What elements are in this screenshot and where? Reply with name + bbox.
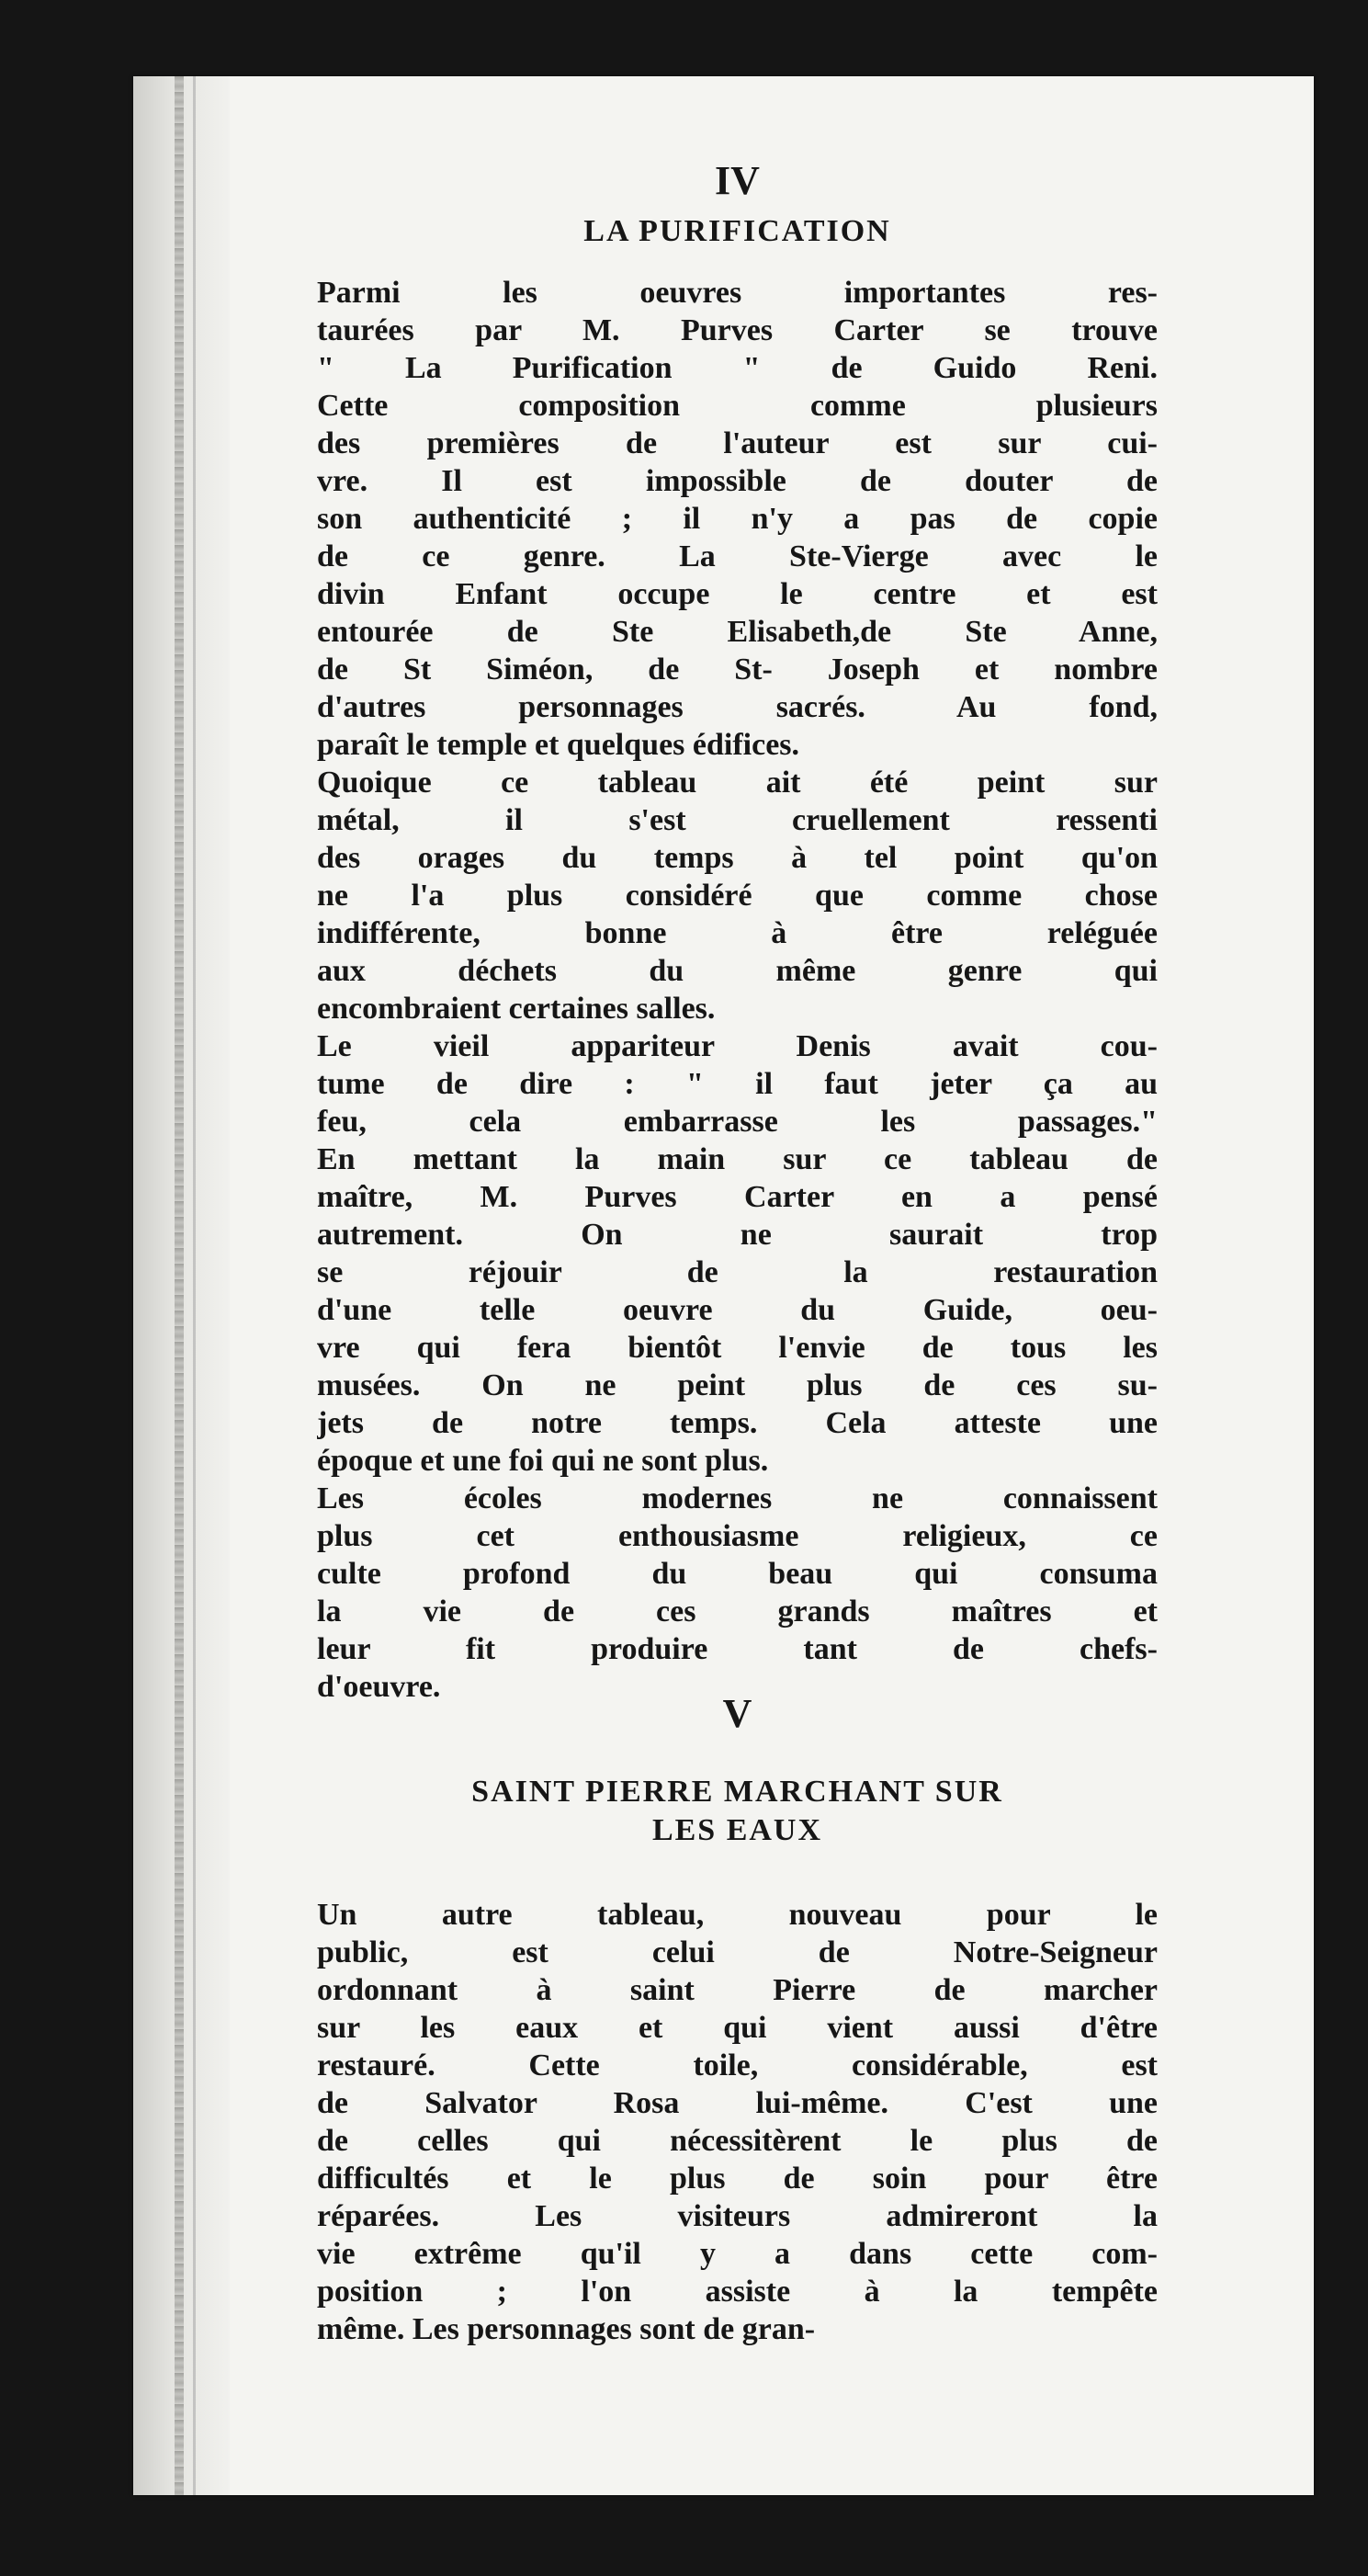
section-numeral-v: V: [722, 1691, 752, 1736]
paragraph-4-line-4: la vie de ces grands maîtres et: [317, 1594, 1158, 1628]
paragraph-4-line-3: culte profond du beau qui consuma: [317, 1557, 1158, 1591]
paragraph-1-line-1: Parmi les oeuvres importantes res-: [317, 276, 1158, 310]
paragraph-5-line-11: position ; l'on assiste à la tempête: [317, 2275, 1158, 2309]
paragraph-5-line-7: de celles qui nécessitèrent le plus de: [317, 2124, 1158, 2158]
paragraph-5-line-3: ordonnant à saint Pierre de marcher: [317, 1973, 1158, 2007]
paragraph-1-line-10: entourée de Ste Elisabeth,de Ste Anne,: [317, 615, 1158, 649]
paragraph-1-line-7: son authenticité ; il n'y a pas de copie: [317, 502, 1158, 536]
paragraph-1-line-4: Cette composition comme plusieurs: [317, 389, 1158, 423]
paragraph-4-line-1: Les écoles modernes ne connaissent: [317, 1481, 1158, 1515]
paragraph-3-line-6: autrement. On ne saurait trop: [317, 1218, 1158, 1252]
paragraph-5: [317, 1896, 1158, 2348]
paragraph-5-line-10: vie extrême qu'il y a dans cette com-: [317, 2237, 1158, 2271]
paragraph-1-line-13: paraît le temple et quelques édifices.: [317, 728, 800, 762]
paragraph-4-line-5: leur fit produire tant de chefs-: [317, 1632, 1158, 1666]
paragraph-4-line-2: plus cet enthousiasme religieux, ce: [317, 1519, 1158, 1553]
paragraph-3-line-11: jets de notre temps. Cela atteste une: [317, 1406, 1158, 1440]
paragraph-1-line-2: taurées par M. Purves Carter se trouve: [317, 313, 1158, 347]
paragraph-1: [317, 274, 1158, 764]
section-numeral-iv: IV: [715, 158, 760, 203]
section-title-line-2: LES EAUX: [651, 1813, 823, 1847]
paragraph-5-line-2: public, est celui de Notre-Seigneur: [317, 1935, 1158, 1969]
paragraph-2-line-5: indifférente, bonne à être reléguée: [317, 916, 1158, 950]
section-title-line-1: SAINT PIERRE MARCHANT SUR: [471, 1775, 1003, 1809]
paragraph-3-line-8: d'une telle oeuvre du Guide, oeu-: [317, 1293, 1158, 1327]
paragraph-1-line-6: vre. Il est impossible de douter de: [317, 464, 1158, 498]
paragraph-5-line-12: même. Les personnages sont de gran-: [317, 2312, 816, 2346]
paragraph-2-line-2: métal, il s'est cruellement ressenti: [317, 803, 1158, 837]
paragraph-3-line-3: feu, cela embarrasse les passages.": [317, 1105, 1158, 1139]
paragraph-1-line-3: " La Purification " de Guido Reni.: [317, 351, 1158, 385]
scanned-page: [133, 76, 1314, 2495]
paragraph-5-line-5: restauré. Cette toile, considérable, est: [317, 2048, 1158, 2082]
paragraph-3-line-7: se réjouir de la restauration: [317, 1255, 1158, 1289]
paragraph-1-line-12: d'autres personnages sacrés. Au fond,: [317, 690, 1158, 724]
paragraph-3-line-4: En mettant la main sur ce tableau de: [317, 1142, 1158, 1176]
paragraph-5-line-9: réparées. Les visiteurs admireront la: [317, 2199, 1158, 2233]
paragraph-4: [317, 1480, 1158, 1706]
page-binding-gutter: [133, 76, 230, 2495]
paragraph-2-line-3: des orages du temps à tel point qu'on: [317, 841, 1158, 875]
paragraph-5-line-8: difficultés et le plus de soin pour être: [317, 2162, 1158, 2196]
paragraph-5-line-4: sur les eaux et qui vient aussi d'être: [317, 2011, 1158, 2045]
paragraph-3-line-12: époque et une foi qui ne sont plus.: [317, 1444, 769, 1478]
paragraph-3-line-9: vre qui fera bientôt l'envie de tous les: [317, 1331, 1158, 1365]
paragraph-5-line-1: Un autre tableau, nouveau pour le: [317, 1898, 1158, 1932]
paragraph-1-line-11: de St Siméon, de St- Joseph et nombre: [317, 653, 1158, 687]
paragraph-2-line-6: aux déchets du même genre qui: [317, 954, 1158, 988]
paragraph-3: [317, 1027, 1158, 1480]
paragraph-5-line-6: de Salvator Rosa lui-même. C'est une: [317, 2086, 1158, 2120]
paragraph-3-line-1: Le vieil appariteur Denis avait cou-: [317, 1029, 1158, 1063]
paragraph-3-line-5: maître, M. Purves Carter en a pensé: [317, 1180, 1158, 1214]
paragraph-1-line-9: divin Enfant occupe le centre et est: [317, 577, 1158, 611]
paragraph-1-line-5: des premières de l'auteur est sur cui-: [317, 426, 1158, 460]
paragraph-2-line-7: encombraient certaines salles.: [317, 992, 716, 1026]
paragraph-2-line-1: Quoique ce tableau ait été peint sur: [317, 766, 1158, 800]
paragraph-2-line-4: ne l'a plus considéré que comme chose: [317, 879, 1158, 913]
paragraph-2: [317, 764, 1158, 1027]
paragraph-1-line-8: de ce genre. La Ste-Vierge avec le: [317, 539, 1158, 573]
paragraph-3-line-2: tume de dire : " il faut jeter ça au: [317, 1067, 1158, 1101]
paragraph-4-line-6: d'oeuvre.: [317, 1670, 441, 1704]
section-title-purification: LA PURIFICATION: [583, 214, 891, 248]
paragraph-3-line-10: musées. On ne peint plus de ces su-: [317, 1368, 1158, 1402]
